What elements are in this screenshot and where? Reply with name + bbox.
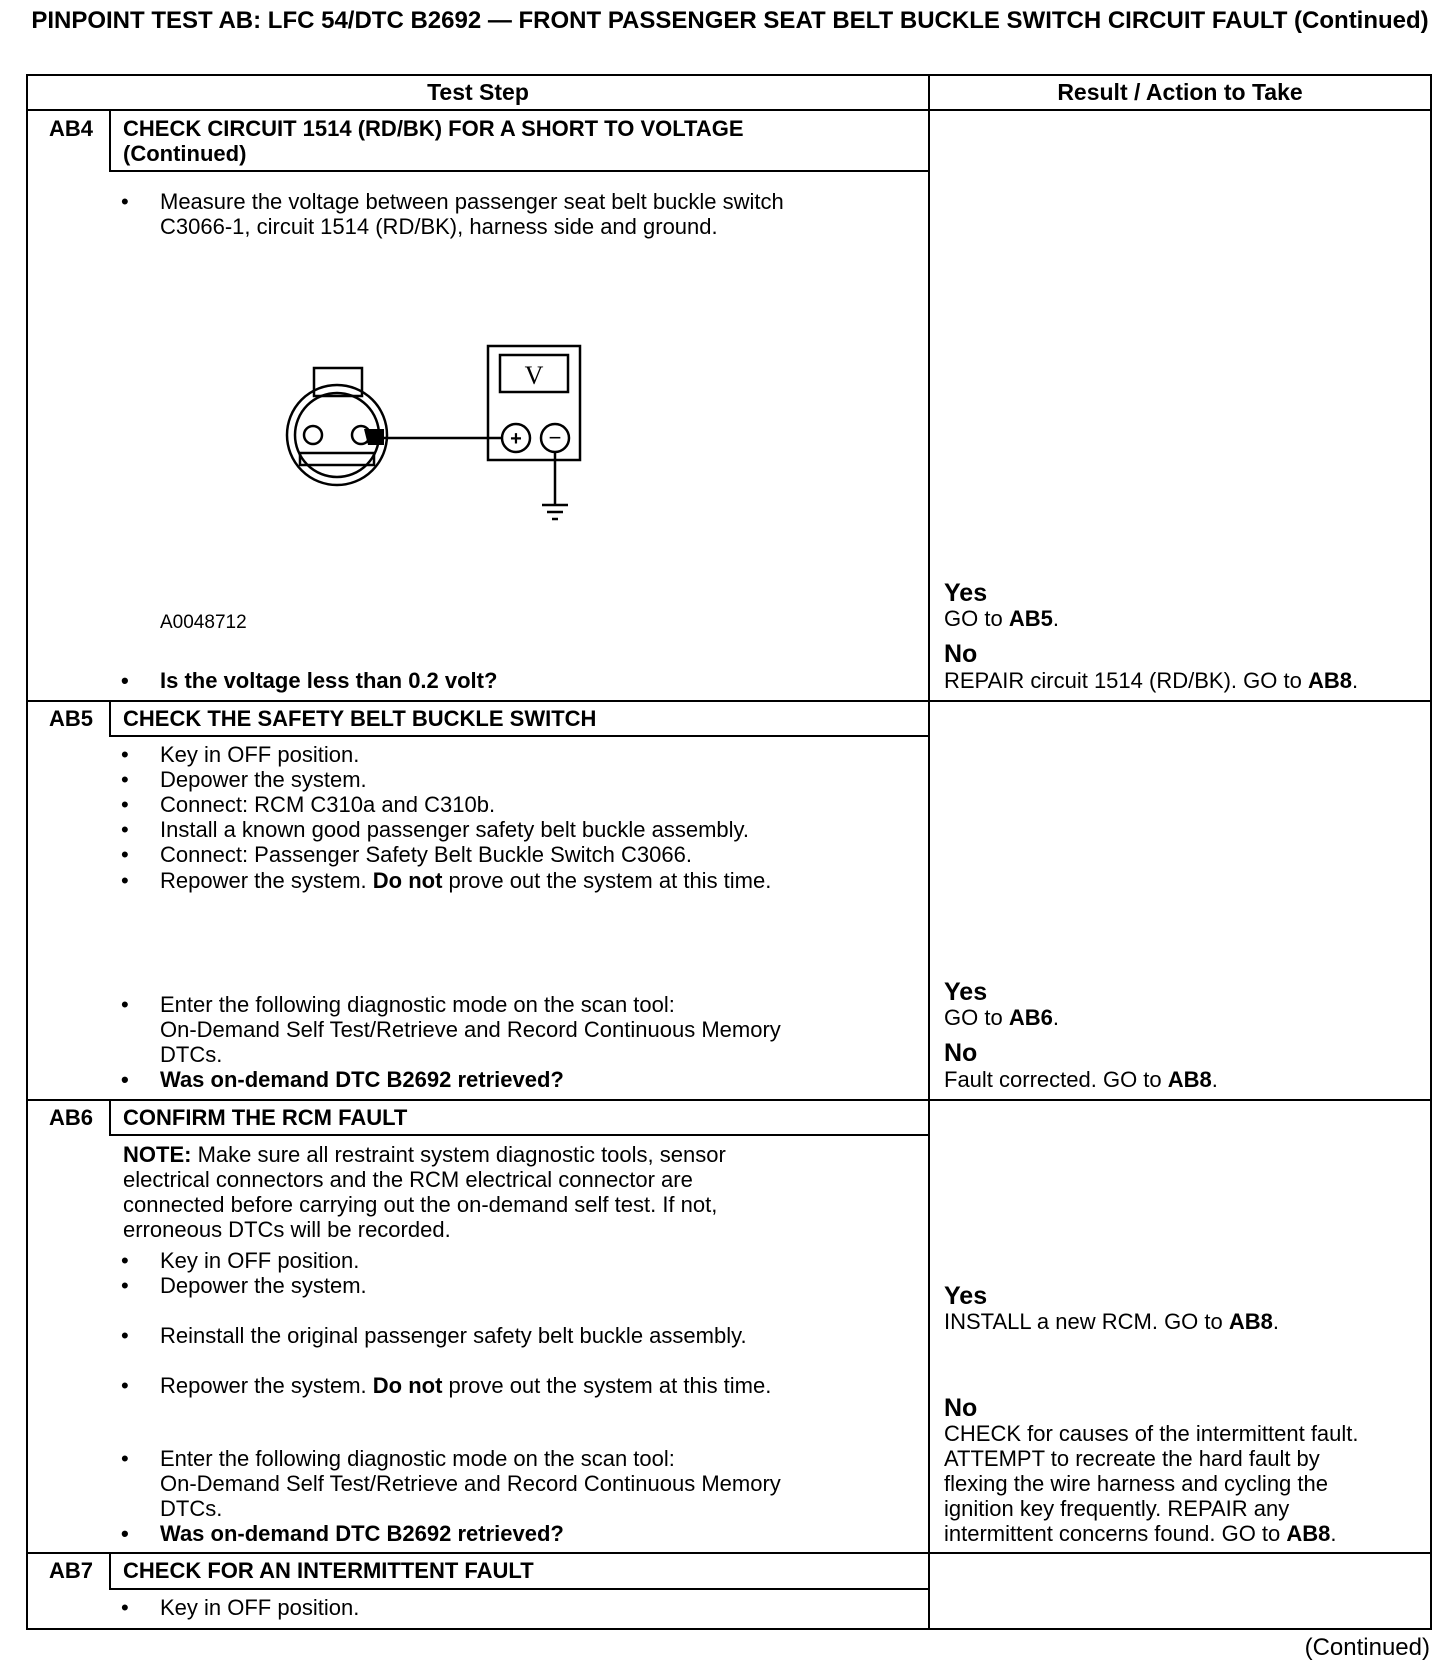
figure-id: A0048712 [160,612,247,633]
bullet-icon: • [121,189,129,214]
ab7-bullet-1: Key in OFF position. [160,1595,360,1620]
step-id-ab6: AB6 [48,1105,93,1130]
ab6-question: Was on-demand DTC B2692 retrieved? [160,1521,564,1546]
ab6-no-label: No [944,1394,978,1422]
bullet-icon: • [121,1373,129,1398]
minus-symbol: − [548,425,562,450]
bullet-icon: • [121,1521,129,1546]
ab6-scan-text: Enter the following diagnostic mode on the scan tool: On-Demand Self Test/Retrieve and Record Continuous Memory DTCs. [160,1446,781,1521]
ab6-note: NOTE: Make sure all restraint system diagnostic tools, sensor [123,1142,726,1167]
connector-slot [300,453,374,465]
ab5-bullet-1: Key in OFF position. [160,742,360,767]
step-name-ab5: CHECK THE SAFETY BELT BUCKLE SWITCH [123,706,597,731]
ab6-note-continued: electrical connectors and the RCM electrical connector are connected before carrying out the on-demand self test. If not, erroneous DTCs will be recorded. [123,1167,718,1242]
ab5-scan-text: Enter the following diagnostic mode on the scan tool: On-Demand Self Test/Retrieve and Record Continuous Memory DTCs. [160,992,781,1067]
step-id-ab5: AB5 [48,706,93,731]
ab5-yes-label: Yes [944,978,988,1006]
ab4-no-label: No [944,640,978,668]
ab4-yes-action: GO to AB5. [944,606,1059,631]
bullet-icon: • [121,842,129,867]
ab5-repower: Repower the system. Do not prove out the system at this time. [160,868,772,893]
bullet-icon: • [121,792,129,817]
ab5-no-action: Fault corrected. GO to AB8. [944,1067,1218,1092]
ab5-bullet-4: Install a known good passenger safety belt buckle assembly. [160,817,750,842]
ab6-bullet-key: Key in OFF position. [160,1248,360,1273]
plus-symbol: + [510,428,522,450]
bullet-icon: • [121,767,129,792]
bullet-icon: • [121,868,129,893]
ab6-bullet-depower: Depower the system. [160,1273,367,1298]
bullet-icon: • [121,1248,129,1273]
voltmeter-symbol: V [524,361,544,390]
bullet-icon: • [121,1595,129,1620]
ab5-no-label: No [944,1039,978,1067]
bullet-icon: • [121,1067,129,1092]
ab4-question: Is the voltage less than 0.2 volt? [160,668,498,693]
ab6-repower: Repower the system. Do not prove out the system at this time. [160,1373,772,1398]
ab5-question: Was on-demand DTC B2692 retrieved? [160,1067,564,1092]
step-id-ab4: AB4 [48,116,93,141]
header-test-step: Test Step [427,79,529,105]
ab5-bullet-2: Depower the system. [160,767,367,792]
ab4-measure-text: Measure the voltage between passenger seat belt buckle switch C3066-1, circuit 1514 (RD/BK), harness side and ground. [160,189,784,239]
continued-label: (Continued) [1304,1634,1430,1661]
connector-pin-1 [304,426,322,444]
bullet-icon: • [121,1323,129,1348]
ab6-yes-action: INSTALL a new RCM. GO to AB8. [944,1309,1280,1334]
bullet-icon: • [121,1446,129,1471]
ab5-bullet-5: Connect: Passenger Safety Belt Buckle Switch C3066. [160,842,692,867]
step-id-ab7: AB7 [48,1558,93,1583]
bullet-icon: • [121,992,129,1017]
step-name-ab4: CHECK CIRCUIT 1514 (RD/BK) FOR A SHORT TO VOLTAGE (Continued) [123,116,744,166]
step-name-ab6: CONFIRM THE RCM FAULT [123,1105,408,1130]
step-name-ab7: CHECK FOR AN INTERMITTENT FAULT [123,1558,534,1583]
page-title: PINPOINT TEST AB: LFC 54/DTC B2692 — FRONT PASSENGER SEAT BELT BUCKLE SWITCH CIRCUIT FAULT (Continued) [31,7,1429,34]
ab6-bullet-reinstall: Reinstall the original passenger safety belt buckle assembly. [160,1323,747,1348]
bullet-icon: • [121,742,129,767]
header-result: Result / Action to Take [1057,79,1303,105]
ab5-bullet-3: Connect: RCM C310a and C310b. [160,792,496,817]
ab6-yes-label: Yes [944,1282,988,1310]
ab6-no-action: CHECK for causes of the intermittent fault. ATTEMPT to recreate the hard fault by flexing the wire harness and cycling the ignition key frequently. REPAIR any [944,1421,1359,1521]
ab4-no-action: REPAIR circuit 1514 (RD/BK). GO to AB8. [944,668,1359,693]
bullet-icon: • [121,1273,129,1298]
ab5-yes-action: GO to AB6. [944,1005,1059,1030]
voltmeter-diagram [270,340,600,540]
ab6-no-action-last: intermittent concerns found. GO to AB8. [944,1521,1337,1546]
bullet-icon: • [121,668,129,693]
ab4-yes-label: Yes [944,579,988,607]
bullet-icon: • [121,817,129,842]
